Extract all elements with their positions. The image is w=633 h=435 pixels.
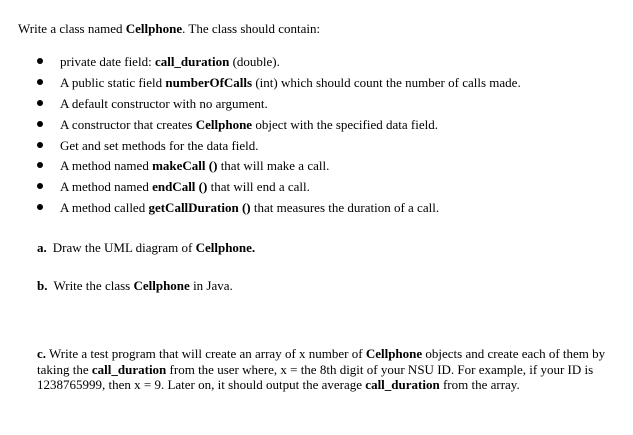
question-b-text: Write the class xyxy=(53,278,134,293)
list-item-text: A method named xyxy=(60,179,153,195)
bullet-icon xyxy=(37,142,43,148)
bullet-icon xyxy=(37,58,43,64)
question-a xyxy=(37,238,617,257)
question-a-label: a. xyxy=(37,240,47,255)
list-item-bold: makeCall () xyxy=(152,158,218,174)
question-c-bold: Cellphone xyxy=(365,346,423,361)
list-item-bold: Cellphone xyxy=(195,116,253,132)
question-c-text: objects and create each of them by taking the xyxy=(37,346,606,377)
question-b-label: b. xyxy=(37,278,48,293)
list-item xyxy=(37,73,617,94)
question-a-bold: Cellphone. xyxy=(195,240,256,255)
list-item-text: A method named xyxy=(60,158,153,174)
list-item-text: (double). xyxy=(229,54,280,69)
list-item-bold: getCallDuration () xyxy=(148,200,251,216)
list-item-text: private date field: xyxy=(60,54,155,69)
list-item xyxy=(37,177,617,198)
intro-line xyxy=(18,19,618,38)
question-a-text: Draw the UML diagram of xyxy=(52,240,196,255)
question-c-label: c. xyxy=(37,346,47,361)
list-item-bold: endCall () xyxy=(152,179,208,195)
intro-suffix: . The class should contain: xyxy=(182,21,321,36)
list-item-text: A public static field xyxy=(60,74,166,90)
list-item xyxy=(37,94,617,115)
bullet-icon xyxy=(37,162,43,168)
requirements-list xyxy=(37,52,617,219)
list-item xyxy=(37,52,617,73)
bullet-icon xyxy=(37,183,43,189)
question-c-text: from the array. xyxy=(439,377,520,392)
intro-class-name: Cellphone xyxy=(125,21,183,36)
question-b xyxy=(37,276,617,295)
list-item-text: that will make a call. xyxy=(217,158,330,174)
list-item xyxy=(37,156,617,177)
bullet-icon xyxy=(37,79,43,85)
bullet-icon xyxy=(37,121,43,127)
question-b-text-end: in Java. xyxy=(189,278,233,293)
list-item-text: A method called xyxy=(60,200,149,216)
question-c xyxy=(37,346,623,393)
list-item-bold: numberOfCalls xyxy=(165,74,253,90)
list-item-text: that measures the duration of a call. xyxy=(250,200,440,216)
list-item-text: object with the specified data field. xyxy=(252,116,438,132)
question-c-text: from the user where, x = the 8th digit of your NSU ID. For example, if your ID is 1238765999, then x = 9. Later on, it should output the average xyxy=(37,361,594,392)
list-item-text: (int) which should count the number of calls made. xyxy=(252,74,521,90)
bullet-icon xyxy=(37,100,43,106)
list-item xyxy=(37,136,617,157)
question-c-bold: call_duration xyxy=(365,377,440,392)
list-item-text: Get and set methods for the data field. xyxy=(60,137,259,153)
intro-prefix: Write a class named xyxy=(18,21,126,36)
list-item-bold: call_duration xyxy=(154,54,230,69)
list-item-text: that will end a call. xyxy=(207,179,310,195)
list-item xyxy=(37,115,617,136)
question-c-text: Write a test program that will create an array of x number of xyxy=(46,346,366,361)
bullet-icon xyxy=(37,204,43,210)
list-item xyxy=(37,198,617,219)
question-b-bold: Cellphone xyxy=(133,278,190,293)
question-c-bold: call_duration xyxy=(91,361,167,377)
list-item-text: A constructor that creates xyxy=(60,116,196,132)
list-item-text: A default constructor with no argument. xyxy=(60,95,268,111)
